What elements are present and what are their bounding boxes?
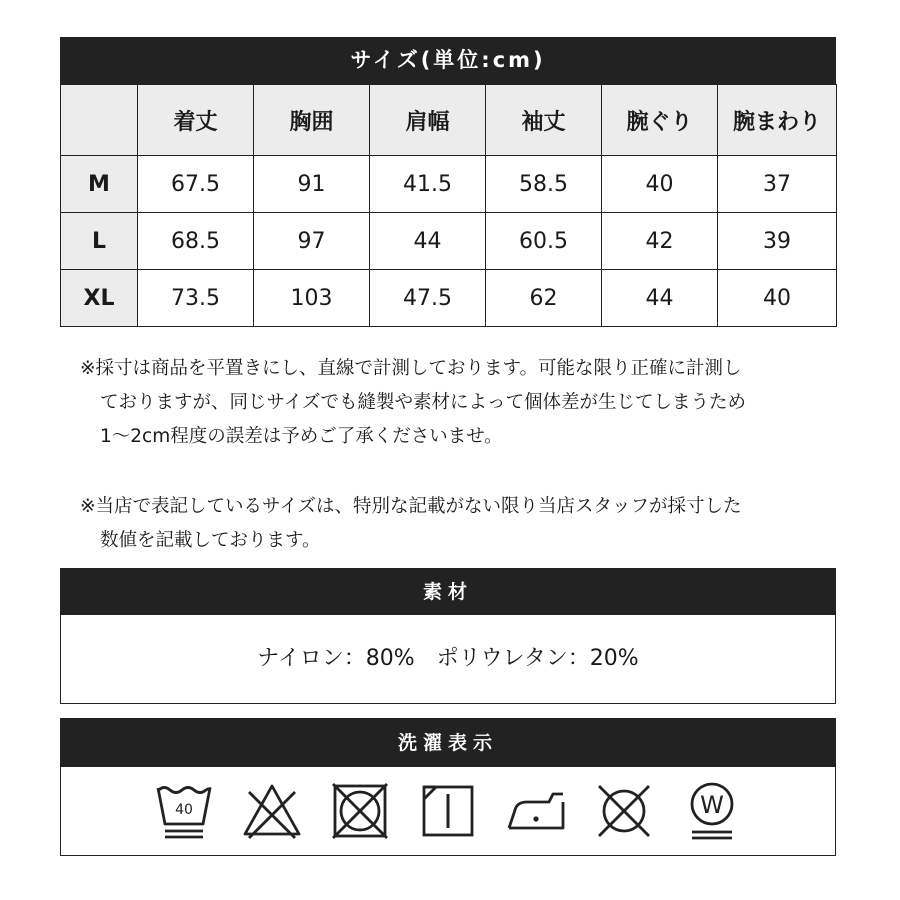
table-cell: 44 [370,213,486,270]
size-table-title: サイズ(単位:cm) [60,37,836,84]
column-header-chest: 胸囲 [254,85,370,156]
material-section [60,568,836,704]
wash-temperature: 40 [175,802,193,818]
drip-dry-shade-icon [417,780,479,842]
table-cell: 39 [718,213,837,270]
note-line: ※当店で表記しているサイズは、特別な記載がない限り当店スタッフが採寸した [80,496,742,517]
column-header-shoulder: 肩幅 [370,85,486,156]
note-line: 数値を記載しております。 [100,530,321,551]
care-title: 洗濯表示 [61,719,835,767]
table-cell: 58.5 [486,156,602,213]
wet-clean-gentle-icon [681,780,743,842]
table-cell: 41.5 [370,156,486,213]
material-composition: ナイロン：80% ポリウレタン：20% [257,646,639,671]
table-cell: 73.5 [138,270,254,327]
table-cell: 60.5 [486,213,602,270]
no-bleach-icon [241,780,303,842]
size-label: M [61,156,138,213]
care-icons-row [61,767,835,855]
table-row [61,213,837,270]
table-cell: 44 [602,270,718,327]
size-table [60,84,837,327]
wet-clean-letter: W [700,791,724,819]
table-cell: 62 [486,270,602,327]
size-label: L [61,213,138,270]
column-header-sleeve: 袖丈 [486,85,602,156]
note-line: ておりますが、同じサイズでも縫製や素材によって個体差が生じてしまうため [100,392,747,413]
table-cell: 40 [602,156,718,213]
table-cell: 37 [718,156,837,213]
table-row [61,156,837,213]
table-row [61,270,837,327]
size-label: XL [61,270,138,327]
table-cell: 91 [254,156,370,213]
size-table-header-row [61,85,837,156]
size-table-section [60,37,836,327]
table-cell: 67.5 [138,156,254,213]
care-section [60,718,836,856]
note-line: 1～2cm程度の誤差は予めご了承くださいませ。 [100,426,503,447]
table-cell: 42 [602,213,718,270]
table-cell: 47.5 [370,270,486,327]
material-title: 素材 [61,569,835,615]
note-line: ※採寸は商品を平置きにし、直線で計測しております。可能な限り正確に計測し [80,358,742,379]
no-dry-clean-icon [593,780,655,842]
measurement-notes [80,352,840,558]
table-cell: 97 [254,213,370,270]
no-tumble-dry-icon [329,780,391,842]
wash-40-gentle-icon [153,780,215,842]
column-header-length: 着丈 [138,85,254,156]
table-cell: 68.5 [138,213,254,270]
table-cell: 40 [718,270,837,327]
table-cell: 103 [254,270,370,327]
corner-cell [61,85,138,156]
iron-low-icon [505,780,567,842]
column-header-arm-circumference: 腕まわり [718,85,837,156]
column-header-armhole: 腕ぐり [602,85,718,156]
